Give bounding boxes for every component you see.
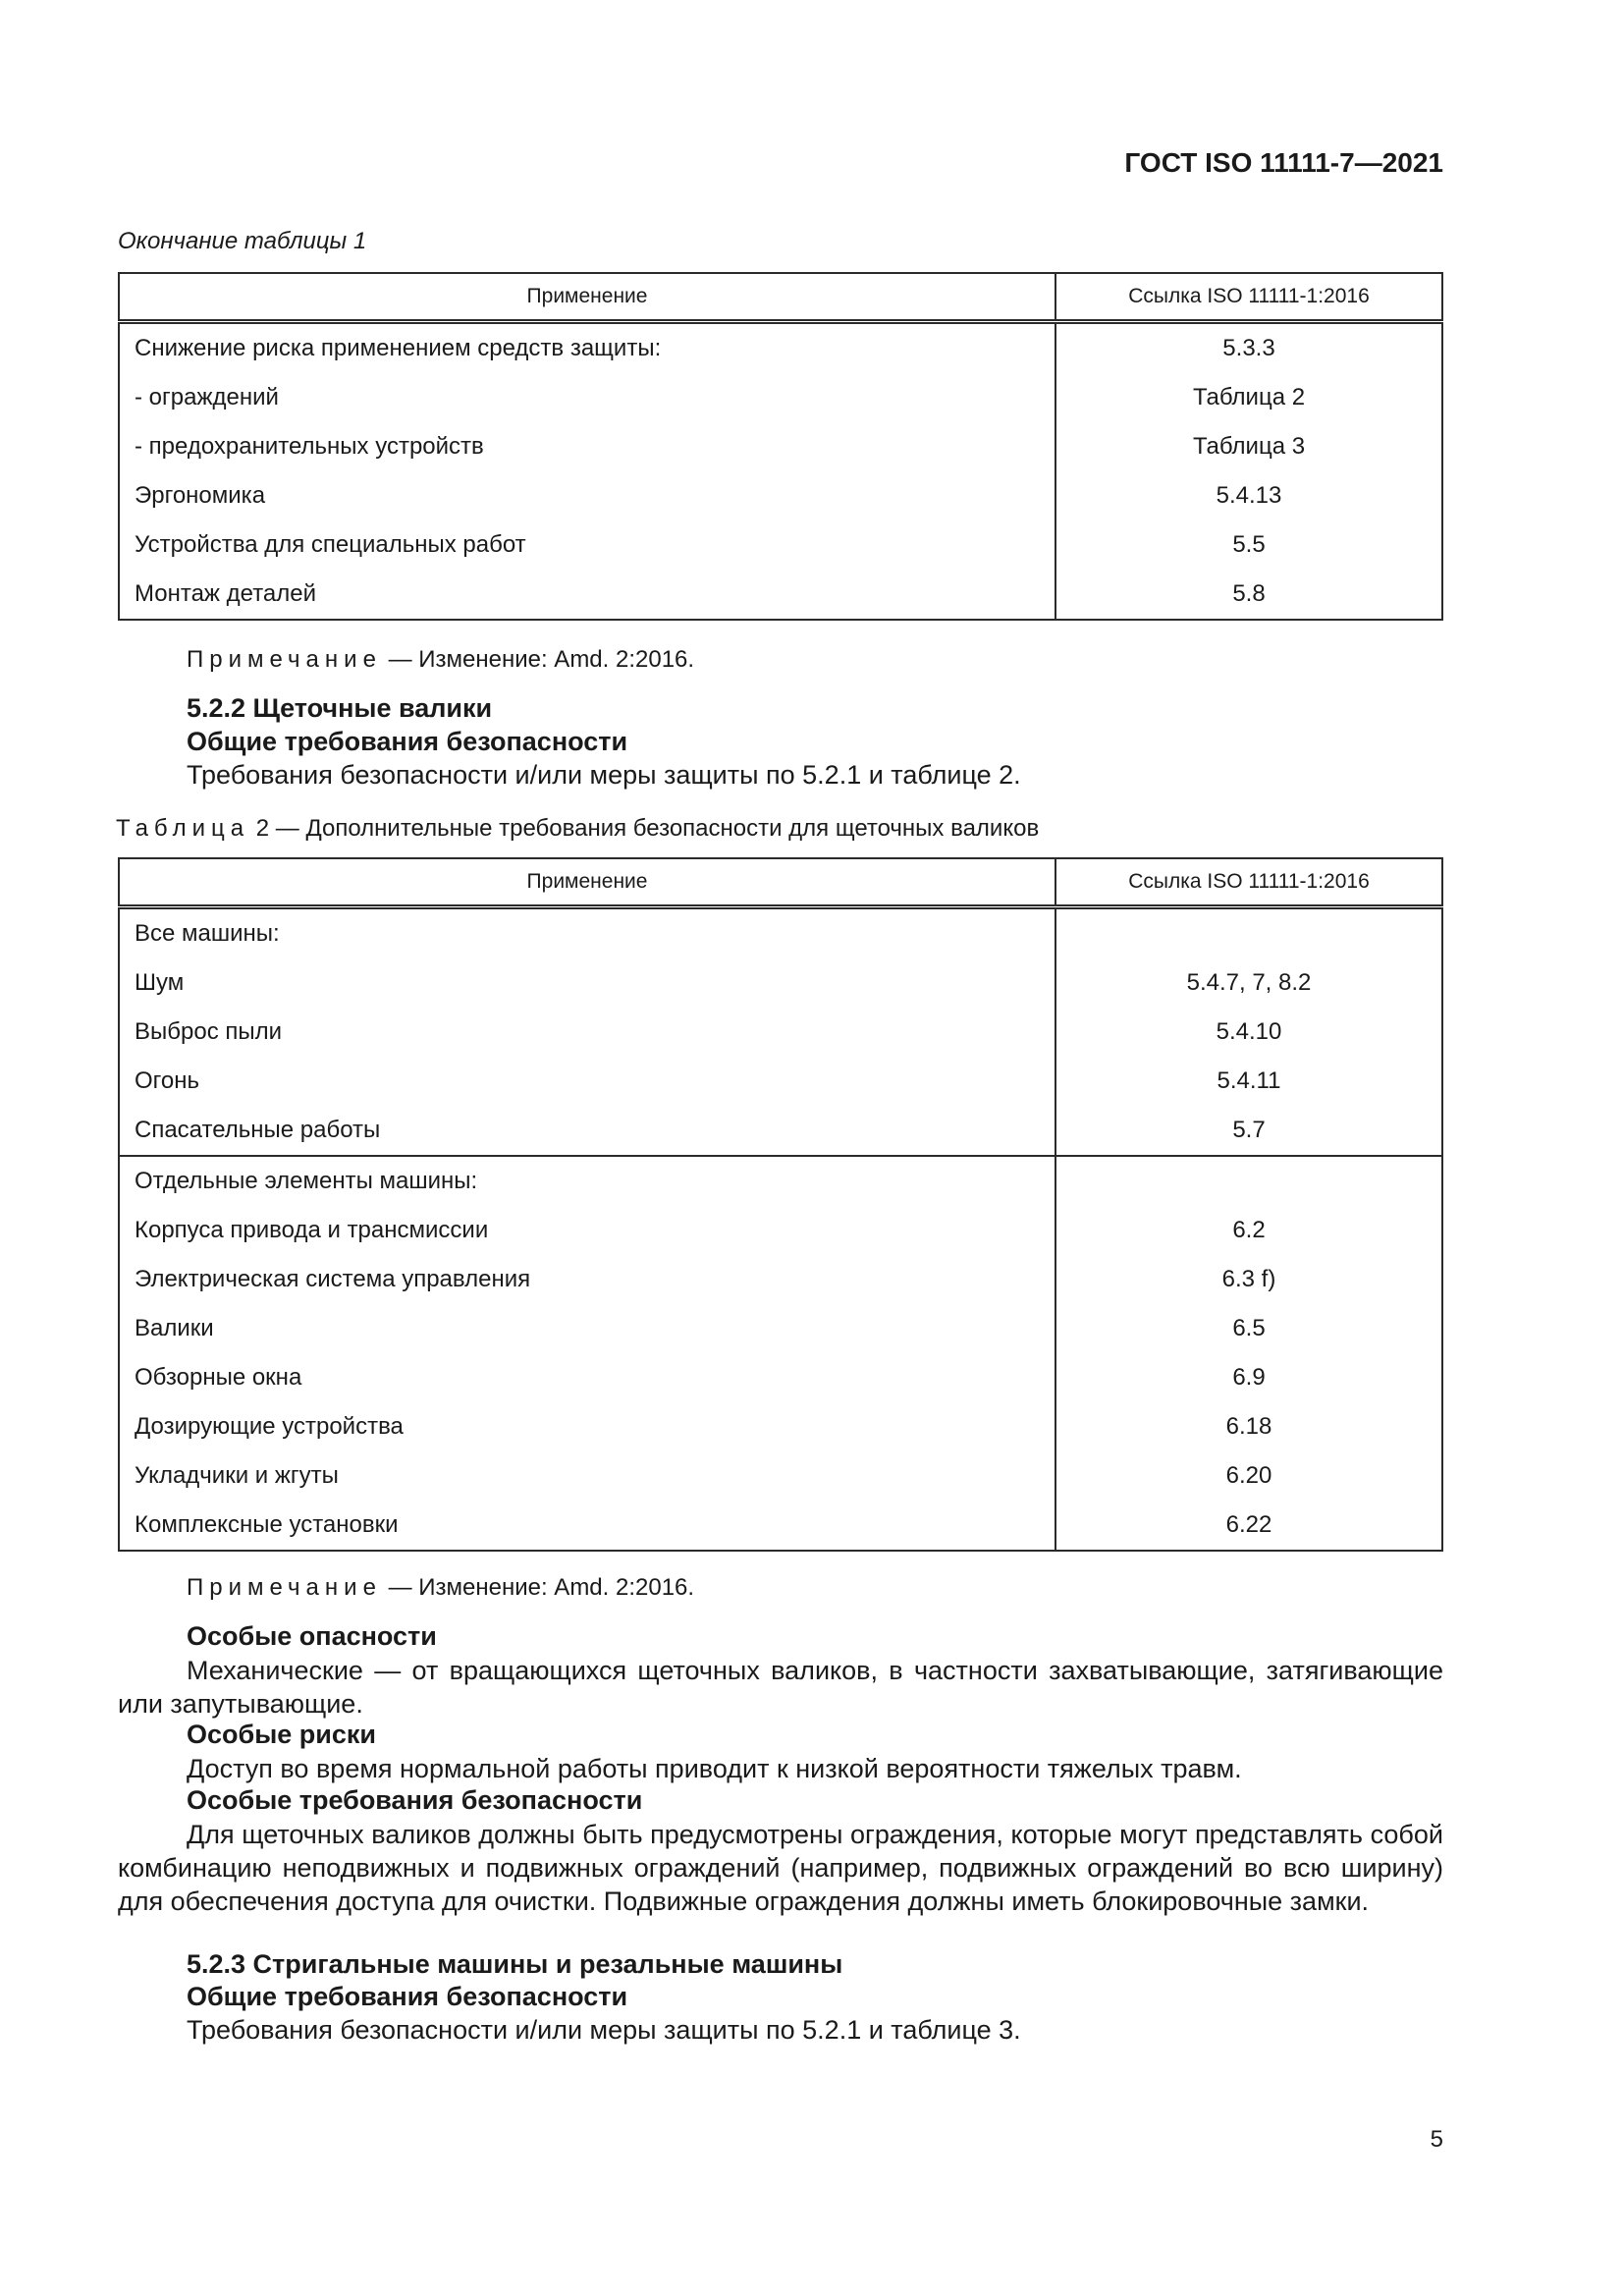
table-row — [119, 1402, 1442, 1451]
table2-cell-application: Корпуса привода и трансмиссии — [119, 1206, 1055, 1255]
document-code: ГОСТ ISO 11111-7—2021 — [1124, 147, 1443, 178]
table1-cell-application: - предохранительных устройств — [119, 422, 1055, 471]
note-2 — [187, 1574, 694, 1602]
table-row — [119, 1057, 1442, 1106]
table2-cell-application: Комплексные установки — [119, 1501, 1055, 1551]
hazards-text — [118, 1654, 1443, 1721]
risks-title: Особые риски — [187, 1720, 376, 1749]
note-text: — Изменение: Amd. 2:2016. — [388, 646, 695, 673]
table2-cell-reference: 5.7 — [1055, 1106, 1442, 1156]
table2 — [118, 857, 1443, 1552]
table-row — [119, 322, 1442, 374]
table1 — [118, 272, 1443, 621]
table-row — [119, 1353, 1442, 1402]
table2-caption — [116, 815, 1039, 843]
section-5-2-2-subtitle: Общие требования безопасности — [187, 727, 628, 756]
table-row — [119, 1106, 1442, 1156]
table2-cell-application: Валики — [119, 1304, 1055, 1353]
section-5-2-2-title: 5.2.2 Щеточные валики — [187, 693, 493, 723]
table1-cell-reference: 5.8 — [1055, 570, 1442, 620]
special-requirements-title: Особые требования безопасности — [187, 1785, 643, 1815]
table2-cell-reference: 6.9 — [1055, 1353, 1442, 1402]
table2-header-application: Применение — [119, 858, 1055, 907]
table2-cell-application: Все машины: — [119, 907, 1055, 959]
table2-cell-reference: 5.4.11 — [1055, 1057, 1442, 1106]
section-5-2-3-title: 5.2.3 Стригальные машины и резальные машины — [187, 1949, 843, 1979]
table1-cell-application: Снижение риска применением средств защиты: — [119, 322, 1055, 374]
table2-cell-reference: 6.18 — [1055, 1402, 1442, 1451]
table2-cell-reference: 6.3 f) — [1055, 1255, 1442, 1304]
table2-label: Таблица — [116, 815, 250, 842]
table-row — [119, 422, 1442, 471]
table-row — [119, 907, 1442, 959]
table2-cell-application: Выброс пыли — [119, 1008, 1055, 1057]
page-number: 5 — [1430, 2126, 1443, 2153]
table-row — [119, 1304, 1442, 1353]
table-row — [119, 471, 1442, 520]
table1-cell-reference: Таблица 3 — [1055, 422, 1442, 471]
table1-cell-application: Эргономика — [119, 471, 1055, 520]
note-text: — Изменение: Amd. 2:2016. — [388, 1574, 695, 1601]
table-row — [119, 1008, 1442, 1057]
hazards-paragraph: Механические — от вращающихся щеточных валиков, в частности захватывающие, затягивающие или запутывающие. — [118, 1656, 1443, 1719]
table2-cell-application: Шум — [119, 958, 1055, 1008]
table2-cell-reference: 6.5 — [1055, 1304, 1442, 1353]
table2-cell-reference: 5.4.7, 7, 8.2 — [1055, 958, 1442, 1008]
table2-cell-application: Обзорные окна — [119, 1353, 1055, 1402]
table2-cell-application: Электрическая система управления — [119, 1255, 1055, 1304]
table2-cell-reference — [1055, 907, 1442, 959]
table-row — [119, 1501, 1442, 1551]
table2-cell-application: Спасательные работы — [119, 1106, 1055, 1156]
table2-cell-reference: 6.22 — [1055, 1501, 1442, 1551]
risks-text: Доступ во время нормальной работы приводит к низкой вероятности тяжелых травм. — [187, 1754, 1242, 1783]
special-requirements-text — [118, 1818, 1443, 1918]
table-row — [119, 1156, 1442, 1206]
table2-caption-text: 2 — Дополнительные требования безопасности для щеточных валиков — [255, 815, 1040, 842]
hazards-title: Особые опасности — [187, 1621, 437, 1651]
table1-header-reference: Ссылка ISO 11111-1:2016 — [1055, 273, 1442, 322]
table1-cell-reference: 5.4.13 — [1055, 471, 1442, 520]
section-5-2-3-subtitle: Общие требования безопасности — [187, 1982, 628, 2011]
section-5-2-3-text: Требования безопасности и/или меры защиты по 5.2.1 и таблице 3. — [187, 2015, 1021, 2045]
table-row — [119, 520, 1442, 570]
table1-cell-application: Устройства для специальных работ — [119, 520, 1055, 570]
table-row — [119, 373, 1442, 422]
note-label: Примечание — [187, 1574, 382, 1601]
special-requirements-paragraph: Для щеточных валиков должны быть предусмотрены ограждения, которые могут представлять собой комбинацию неподвижных и подвижных ограждений (например, подвижных ограждений во всю ширину) для обеспечения доступа для очистки. Подвижные ограждения должны иметь блокировочные замки. — [118, 1820, 1443, 1916]
table-row — [119, 1206, 1442, 1255]
table1-cell-reference: 5.5 — [1055, 520, 1442, 570]
table2-cell-reference: 6.2 — [1055, 1206, 1442, 1255]
table2-header-reference: Ссылка ISO 11111-1:2016 — [1055, 858, 1442, 907]
table1-cell-application: - ограждений — [119, 373, 1055, 422]
section-5-2-2-text: Требования безопасности и/или меры защиты по 5.2.1 и таблице 2. — [187, 760, 1021, 790]
table1-cell-reference: Таблица 2 — [1055, 373, 1442, 422]
table-row — [119, 958, 1442, 1008]
note-label: Примечание — [187, 646, 382, 673]
table-row — [119, 1451, 1442, 1501]
table2-cell-reference: 6.20 — [1055, 1451, 1442, 1501]
table2-cell-application: Огонь — [119, 1057, 1055, 1106]
table2-cell-application: Укладчики и жгуты — [119, 1451, 1055, 1501]
table2-cell-application: Отдельные элементы машины: — [119, 1156, 1055, 1206]
table1-cell-reference: 5.3.3 — [1055, 322, 1442, 374]
note-1 — [187, 646, 694, 674]
table-row — [119, 1255, 1442, 1304]
table2-cell-reference — [1055, 1156, 1442, 1206]
table-row — [119, 570, 1442, 620]
table1-header-application: Применение — [119, 273, 1055, 322]
table1-cell-application: Монтаж деталей — [119, 570, 1055, 620]
table2-cell-reference: 5.4.10 — [1055, 1008, 1442, 1057]
table1-caption: Окончание таблицы 1 — [118, 228, 367, 254]
table2-cell-application: Дозирующие устройства — [119, 1402, 1055, 1451]
